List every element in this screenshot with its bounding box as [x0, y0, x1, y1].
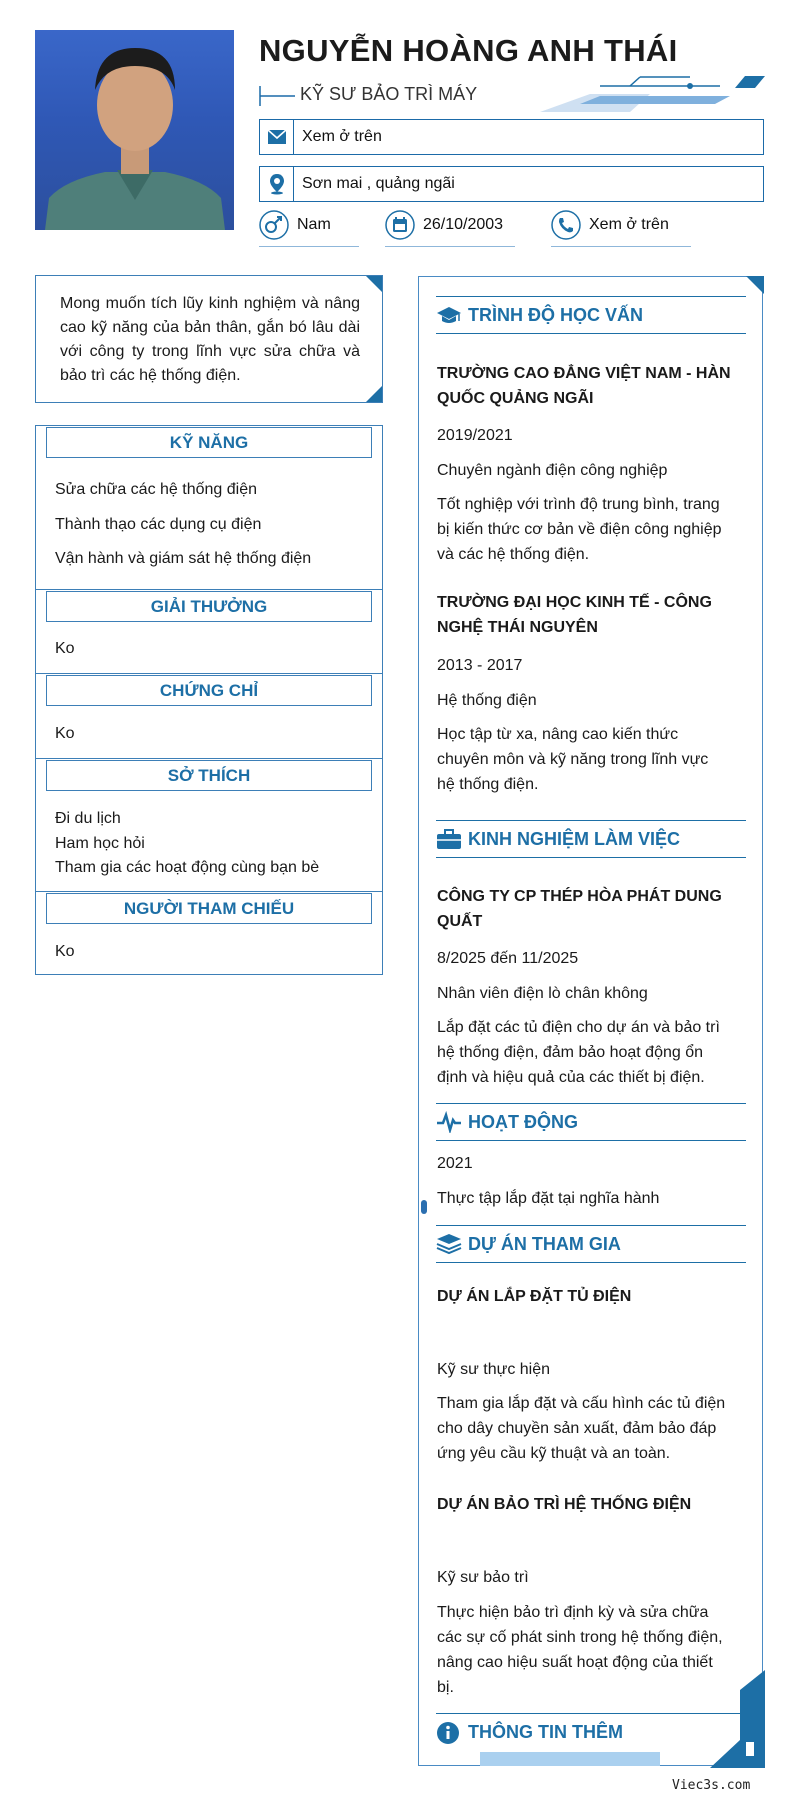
hobbies-title: SỞ THÍCH — [46, 760, 372, 791]
awards-title: GIẢI THƯỞNG — [46, 591, 372, 622]
skills-title: KỸ NĂNG — [46, 427, 372, 458]
project-desc: các sự cố phát sinh trong hệ thống điện, — [437, 1629, 723, 1646]
email-value: Xem ở trên — [302, 128, 382, 145]
skill-item: Vận hành và giám sát hệ thống điện — [55, 550, 312, 567]
frame-corner-decoration — [746, 276, 764, 294]
extra-section-title — [436, 1713, 746, 1751]
objective-corner-decoration — [366, 276, 382, 292]
education-desc: bị kiến thức cơ bản về điện công nghiệp — [437, 521, 722, 538]
job-title: KỸ SƯ BẢO TRÌ MÁY — [300, 84, 478, 104]
projects-title: DỰ ÁN THAM GIA — [468, 1233, 621, 1254]
activities-section-title — [436, 1103, 746, 1141]
project-role: Kỹ sư bảo trì — [437, 1569, 529, 1586]
education-major: Hệ thống điện — [437, 692, 537, 709]
project-desc: cho dây chuyền sản xuất, đảm bảo đáp — [437, 1420, 717, 1437]
experience-title: KINH NGHIỆM LÀM VIỆC — [468, 828, 681, 849]
phone-info — [551, 210, 669, 240]
frame-bottom-bar — [480, 1752, 660, 1766]
skills-section — [35, 425, 383, 590]
phone-value: Xem ở trên — [589, 216, 669, 233]
briefcase-icon — [436, 828, 468, 850]
career-objective-box — [35, 275, 383, 403]
title-line-decoration — [259, 84, 299, 108]
profile-photo — [35, 30, 234, 230]
award-item: Ko — [55, 640, 75, 657]
address-field — [259, 166, 764, 202]
layers-icon — [436, 1233, 468, 1255]
skill-item: Thành thạo các dụng cụ điện — [55, 516, 262, 533]
project-desc: bị. — [437, 1679, 454, 1696]
projects-section-title — [436, 1225, 746, 1263]
phone-icon — [551, 210, 581, 240]
graduation-cap-icon — [436, 304, 468, 326]
email-field — [259, 119, 764, 155]
experience-period: 8/2025 đến 11/2025 — [437, 950, 579, 967]
experience-section-title — [436, 820, 746, 858]
address-value: Sơn mai , quảng ngãi — [302, 175, 455, 192]
education-section-title — [436, 296, 746, 334]
experience-company: QUẤT — [437, 913, 483, 930]
email-icon — [260, 120, 294, 154]
education-desc: chuyên môn và kỹ năng trong lĩnh vực — [437, 751, 709, 768]
footer-watermark: Viec3s.com — [672, 1778, 751, 1793]
hobby-item: Đi du lịch — [55, 810, 121, 827]
certificates-section — [35, 673, 383, 758]
education-desc: hệ thống điện. — [437, 776, 539, 793]
education-period: 2013 - 2017 — [437, 657, 523, 674]
hobby-item: Tham gia các hoạt động cùng bạn bè — [55, 859, 320, 876]
activity-desc: Thực tập lắp đặt tại nghĩa hành — [437, 1190, 660, 1207]
experience-desc: định và hiệu quả của các thiết bị điện. — [437, 1069, 705, 1086]
gender-underline — [259, 246, 359, 247]
candidate-name: NGUYỄN HOÀNG ANH THÁI — [259, 33, 678, 68]
education-title: TRÌNH ĐỘ HỌC VẤN — [468, 304, 643, 325]
calendar-icon — [385, 210, 415, 240]
project-name: DỰ ÁN LẮP ĐẶT TỦ ĐIỆN — [437, 1288, 632, 1305]
project-desc: Tham gia lắp đặt và cấu hình các tủ điện — [437, 1395, 726, 1412]
frame-side-node — [421, 1200, 427, 1214]
education-desc: và các hệ thống điện. — [437, 546, 590, 563]
birthday-underline — [385, 246, 515, 247]
certificates-title: CHỨNG CHỈ — [46, 675, 372, 706]
awards-section — [35, 589, 383, 673]
location-icon — [260, 167, 294, 201]
references-title: NGƯỜI THAM CHIẾU — [46, 893, 372, 924]
education-desc: Tốt nghiệp với trình độ trung bình, trang — [437, 496, 720, 513]
education-school: QUỐC QUẢNG NGÃI — [437, 390, 594, 407]
phone-underline — [551, 246, 691, 247]
gender-value: Nam — [297, 216, 331, 233]
experience-company: CÔNG TY CP THÉP HÒA PHÁT DUNG — [437, 888, 722, 905]
project-desc: ứng yêu cầu kỹ thuật và an toàn. — [437, 1445, 671, 1462]
header-circuit-decoration — [540, 74, 770, 114]
hobbies-section — [35, 758, 383, 891]
project-desc: nâng cao hiệu suất hoạt động của thiết — [437, 1654, 713, 1671]
activities-title: HOẠT ĐỘNG — [468, 1111, 578, 1132]
career-objective-text: Mong muốn tích lũy kinh nghiệm và nâng cao kỹ năng của bản thân, gắn bó lâu dài với công ty trong lĩnh vực sửa chữa và bảo trì các hệ thống điện. — [60, 295, 360, 384]
experience-position: Nhân viên điện lò chân không — [437, 985, 648, 1002]
education-desc: Học tập từ xa, nâng cao kiến thức — [437, 726, 679, 743]
education-period: 2019/2021 — [437, 427, 513, 444]
education-school: NGHỆ THÁI NGUYÊN — [437, 619, 598, 636]
references-section — [35, 891, 383, 975]
project-role: Kỹ sư thực hiện — [437, 1361, 551, 1378]
experience-desc: Lắp đặt các tủ điện cho dự án và bảo trì — [437, 1019, 720, 1036]
education-major: Chuyên ngành điện công nghiệp — [437, 462, 668, 479]
education-school: TRƯỜNG ĐẠI HỌC KINH TẾ - CÔNG — [437, 594, 712, 611]
education-school: TRƯỜNG CAO ĐẲNG VIỆT NAM - HÀN — [437, 365, 731, 382]
hobby-item: Ham học hỏi — [55, 835, 145, 852]
gender-icon — [259, 210, 289, 240]
activity-year: 2021 — [437, 1155, 473, 1172]
birthday-value: 26/10/2003 — [423, 216, 504, 233]
experience-desc: hệ thống điện, đảm bảo hoạt động ổn — [437, 1044, 703, 1061]
pulse-icon — [436, 1111, 468, 1133]
skill-item: Sửa chữa các hệ thống điện — [55, 481, 257, 498]
reference-item: Ko — [55, 943, 75, 960]
objective-corner-decoration-bottom — [366, 386, 382, 402]
birthday-info — [385, 210, 503, 240]
gender-info — [259, 210, 331, 240]
extra-title: THÔNG TIN THÊM — [468, 1722, 623, 1742]
project-desc: Thực hiện bảo trì định kỳ và sửa chữa — [437, 1604, 709, 1621]
project-name: DỰ ÁN BẢO TRÌ HỆ THỐNG ĐIỆN — [437, 1496, 692, 1513]
info-icon — [436, 1721, 468, 1745]
certificate-item: Ko — [55, 725, 75, 742]
